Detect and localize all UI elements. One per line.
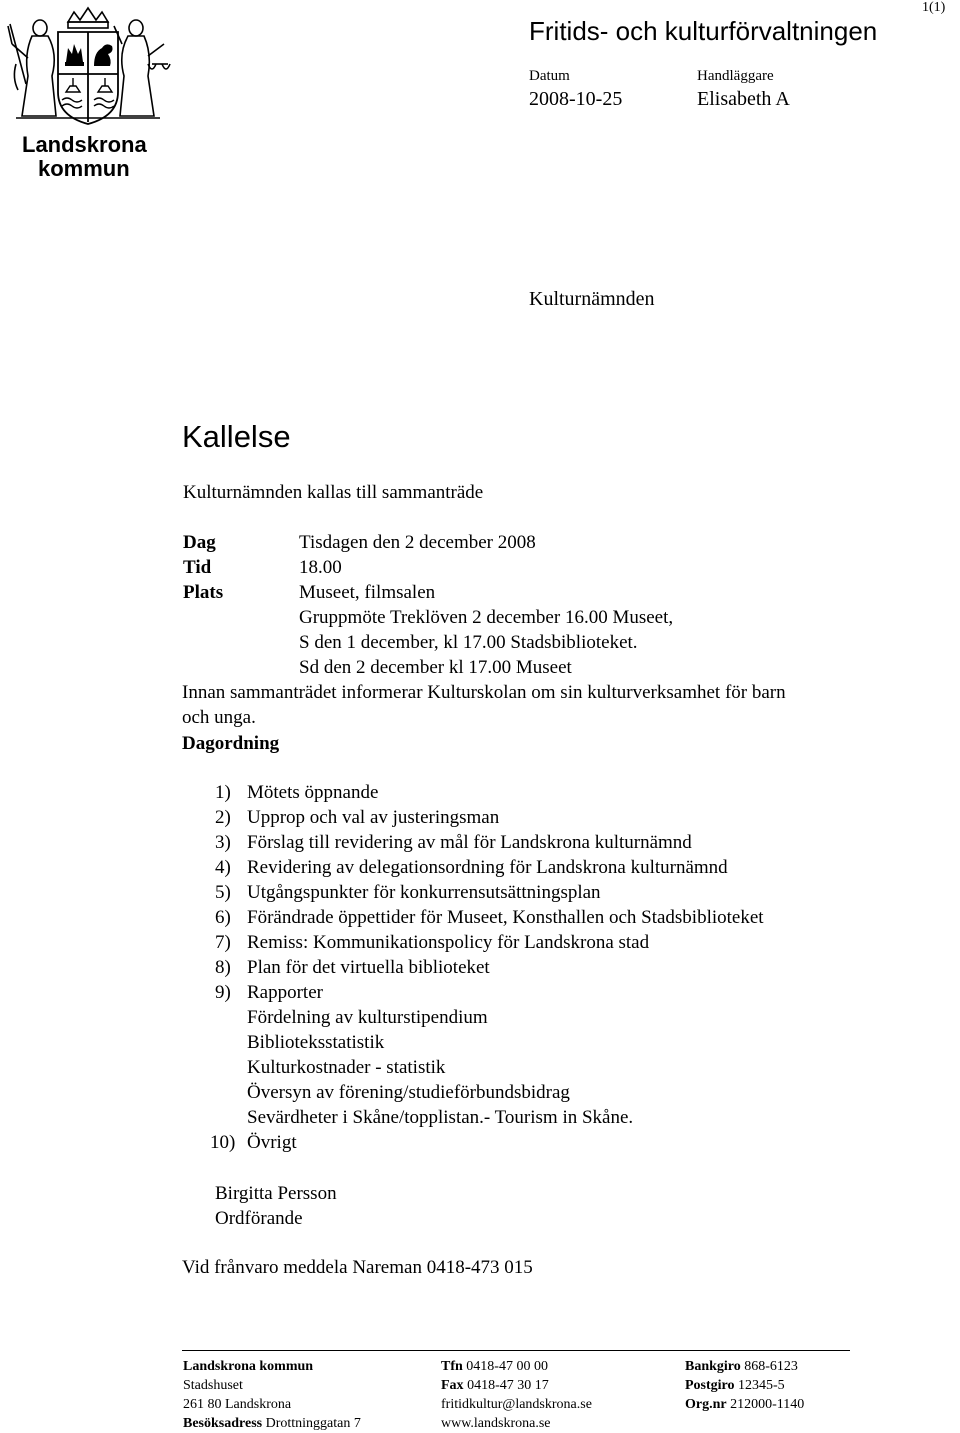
footer-bankgiro-label: Bankgiro xyxy=(685,1359,741,1374)
agenda-item-text: Utgångspunkter för konkurrensutsättningsplan xyxy=(247,882,601,903)
signer-role: Ordförande xyxy=(215,1208,303,1229)
date-label: Datum xyxy=(529,68,570,84)
agenda-item xyxy=(215,932,649,954)
agenda-item-text: Remiss: Kommunikationspolicy för Landskrona stad xyxy=(247,932,650,953)
handler-value: Elisabeth A xyxy=(697,88,790,110)
agenda-item-number: 3) xyxy=(215,832,231,853)
footer-fax-value: 0418-47 30 17 xyxy=(467,1378,549,1393)
meeting-note: Innan sammanträdet informerar Kulturskolan om sin kulturverksamhet för barn xyxy=(182,682,786,703)
footer-org-name: Landskrona kommun xyxy=(183,1359,314,1374)
footer-fax-label: Fax xyxy=(441,1378,464,1393)
agenda-heading: Dagordning xyxy=(182,733,280,754)
recipient: Kulturnämnden xyxy=(529,288,655,310)
agenda-item xyxy=(215,907,764,929)
meeting-note: och unga. xyxy=(182,707,256,728)
svg-text:kommun: kommun xyxy=(38,156,130,180)
footer-payment-column xyxy=(685,1357,804,1414)
footer-email-link[interactable]: fritidkultur@landskrona.se xyxy=(441,1397,592,1412)
organization-name: Fritids- och kulturförvaltningen xyxy=(529,16,878,46)
footer-address-column xyxy=(183,1357,361,1433)
place-line: Sd den 2 december kl 17.00 Museet xyxy=(299,657,572,678)
agenda-item-text: Plan för det virtuella biblioteket xyxy=(247,957,490,978)
landskrona-coat-of-arms-logo xyxy=(2,4,174,180)
agenda-item-text: Övrigt xyxy=(247,1132,297,1153)
agenda-item-number: 6) xyxy=(215,907,231,928)
report-subitem: Sevärdheter i Skåne/topplistan.- Tourism in Skåne. xyxy=(247,1107,634,1128)
agenda-item xyxy=(215,782,378,804)
footer-postgiro-value: 12345-5 xyxy=(738,1378,785,1393)
agenda-item-text: Mötets öppnande xyxy=(247,782,379,803)
agenda-item xyxy=(215,982,323,1004)
agenda-item-number: 4) xyxy=(215,857,231,878)
meeting-day-row xyxy=(183,532,536,554)
footer-visit-address: Drottninggatan 7 xyxy=(265,1416,361,1431)
report-subitem: Biblioteksstatistik xyxy=(247,1032,385,1053)
intro-text: Kulturnämnden kallas till sammanträde xyxy=(183,482,484,503)
page-number: 1(1) xyxy=(922,0,946,15)
agenda-item xyxy=(215,882,601,904)
time-label: Tid xyxy=(183,557,212,578)
handler-label: Handläggare xyxy=(697,68,774,84)
agenda-item-number: 1) xyxy=(215,782,231,803)
agenda-item xyxy=(210,1132,297,1154)
coat-of-arms-icon xyxy=(2,4,174,180)
agenda-item-number: 5) xyxy=(215,882,231,903)
footer-orgnr-value: 212000-1140 xyxy=(730,1397,805,1412)
footer-postal-address: 261 80 Landskrona xyxy=(183,1397,292,1412)
agenda-item-text: Upprop och val av justeringsman xyxy=(247,807,500,828)
date-value: 2008-10-25 xyxy=(529,88,623,110)
report-subitem: Översyn av förening/studieförbundsbidrag xyxy=(247,1082,570,1103)
footer-tel-label: Tfn xyxy=(441,1359,463,1374)
agenda-item-text: Revidering av delegationsordning för Landskrona kulturnämnd xyxy=(247,857,728,878)
agenda-item-number: 10) xyxy=(210,1132,236,1153)
agenda-item xyxy=(215,832,692,854)
place-line: S den 1 december, kl 17.00 Stadsbiblioteket. xyxy=(299,632,638,653)
absence-note: Vid frånvaro meddela Nareman 0418-473 015 xyxy=(182,1257,533,1278)
signer-name: Birgitta Persson xyxy=(215,1183,337,1204)
meeting-place-row xyxy=(183,582,435,604)
meeting-time-row xyxy=(183,557,342,579)
footer-visit-label: Besöksadress xyxy=(183,1416,263,1431)
time-value: 18.00 xyxy=(299,557,342,578)
agenda-item-text: Förslag till revidering av mål för Landskrona kulturnämnd xyxy=(247,832,692,853)
footer-tel-value: 0418-47 00 00 xyxy=(466,1359,548,1374)
footer-building: Stadshuset xyxy=(183,1378,243,1393)
footer-bankgiro-value: 868-6123 xyxy=(744,1359,798,1374)
place-line: Museet, filmsalen xyxy=(299,582,436,603)
agenda-item xyxy=(215,807,499,829)
footer-web-link[interactable]: www.landskrona.se xyxy=(441,1416,551,1431)
agenda-item-number: 9) xyxy=(215,982,231,1003)
agenda-item-number: 7) xyxy=(215,932,231,953)
svg-text:Landskrona: Landskrona xyxy=(22,132,147,157)
agenda-item xyxy=(215,857,728,879)
agenda-item-number: 8) xyxy=(215,957,231,978)
footer-postgiro-label: Postgiro xyxy=(685,1378,735,1393)
report-subitem: Fördelning av kulturstipendium xyxy=(247,1007,488,1028)
agenda-item xyxy=(215,957,490,979)
agenda-item-text: Rapporter xyxy=(247,982,323,1003)
footer-divider xyxy=(182,1350,850,1351)
place-line: Gruppmöte Treklöven 2 december 16.00 Museet, xyxy=(299,607,674,628)
report-subitem: Kulturkostnader - statistik xyxy=(247,1057,446,1078)
footer-contact-column xyxy=(441,1357,592,1433)
place-label: Plats xyxy=(183,582,224,603)
agenda-item-text: Förändrade öppettider för Museet, Konsthallen och Stadsbiblioteket xyxy=(247,907,764,928)
day-value: Tisdagen den 2 december 2008 xyxy=(299,532,536,553)
day-label: Dag xyxy=(183,532,216,553)
footer-orgnr-label: Org.nr xyxy=(685,1397,727,1412)
agenda-item-number: 2) xyxy=(215,807,231,828)
document-title: Kallelse xyxy=(182,419,291,454)
